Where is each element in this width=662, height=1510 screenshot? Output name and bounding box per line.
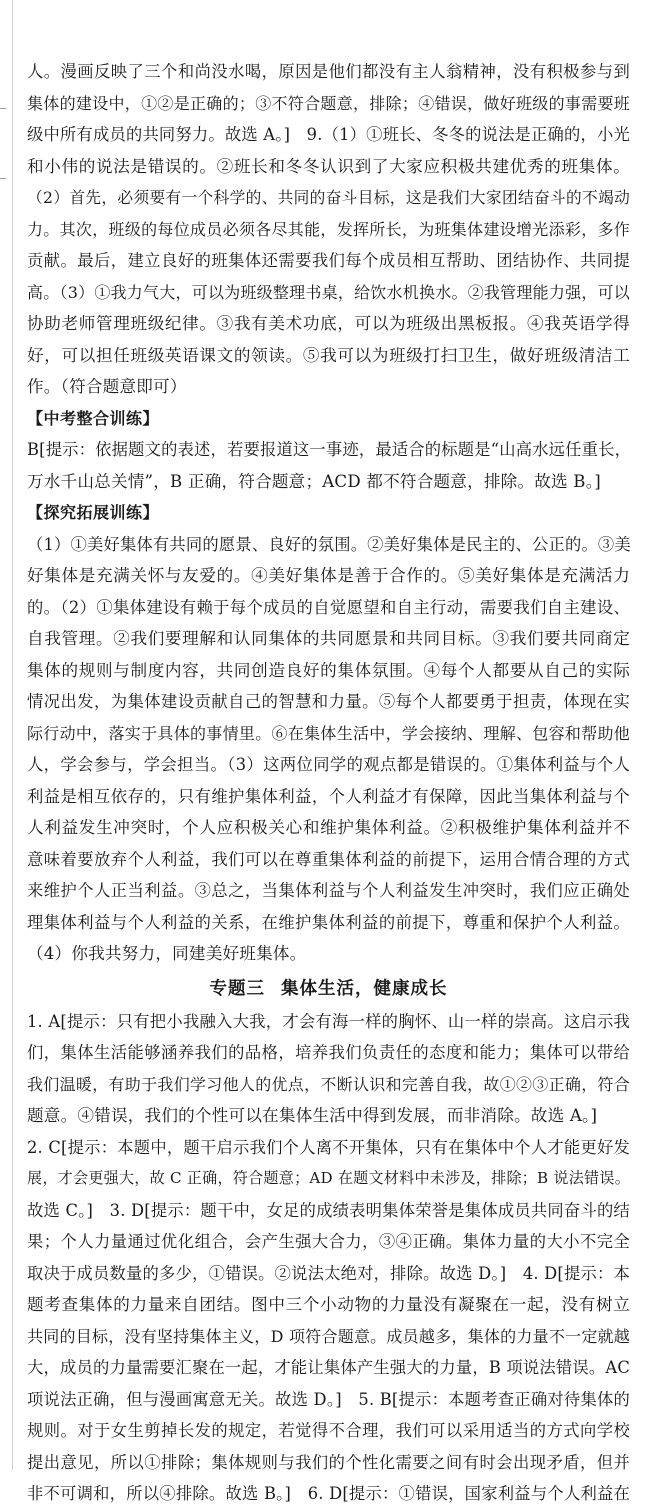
text-line: 来维护个人正当利益。③总之，当集体利益与个人利益发生冲突时，我们应正确处: [27, 881, 630, 900]
text-line: 故选 C。] 3. D[提示：题干中，女足的成绩表明集体荣誉是集体成员共同奋斗的结: [27, 1200, 630, 1220]
binding-margin-line: [12, 0, 13, 1470]
text-line: 利益是相互依存的，只有维护集体利益，个人利益才有保障，因此当集体利益与个: [27, 786, 630, 806]
text-line: 题考查集体的力量来自团结。图中三个小动物的力量没有凝聚在一起，没有树立: [27, 1295, 630, 1314]
zhongkao-section: [27, 403, 630, 498]
text-line: 和小伟的说法是错误的。②班长和冬冬认识到了大家应积极共建优秀的班集体。: [27, 156, 630, 176]
text-line: 贡献。最后，建立良好的班集体还需要我们每个成员相互帮助、团结协作、共同提: [27, 251, 630, 270]
topic-number: 专题三: [209, 978, 265, 999]
tanjiu-section: [27, 497, 630, 970]
topic-title: [27, 972, 630, 1006]
text-line: 们，集体生活能够涵养我们的品格，培养我们负责任的态度和能力；集体可以带给: [27, 1043, 630, 1062]
text-line: 万水千山总关情”，B 正确，符合题意；ACD 都不符合题意，排除。故选 B。]: [27, 471, 601, 491]
text-line: 好集体是充满关怀与友爱的。④美好集体是善于合作的。⑤美好集体是充满活力: [27, 566, 630, 585]
text-line: （2）首先，必须要有一个科学的、共同的奋斗目标，这是我们大家团结奋斗的不竭动: [27, 188, 630, 207]
text-line: 1. A[提示：只有把小我融入大我，才会有海一样的胸怀、山一样的崇高。这启示我: [27, 1011, 630, 1031]
text-line: 意味着要放弃个人利益，我们可以在尊重集体利益的前提下，运用合情合理的方式: [27, 849, 630, 869]
answer-block-continued: [27, 56, 630, 403]
margin-tick-mark: [0, 108, 6, 109]
text-line: 集体的规则与制度内容，共同创造良好的集体氛围。④每个人都要从自己的实际: [27, 660, 630, 680]
text-line: 作。（符合题意即可）: [27, 377, 187, 396]
text-line: 提出意见，所以①排除；集体规则与我们的个性化需要之间有时会出现矛盾，但并: [27, 1452, 630, 1472]
text-line: 取决于成员数量的多少，①错误。②说法太绝对，排除。故选 D。] 4. D[提示：本: [27, 1263, 630, 1283]
text-line: 协助老师管理班级纪律。③我有美术功底，可以为班级出黑板报。④我英语学得: [27, 314, 630, 333]
text-line: 情况出发，为集体建设贡献自己的智慧和力量。⑤每个人都要勇于担责，体现在实: [27, 692, 630, 711]
text-line: （1）①美好集体有共同的愿景、良好的氛围。②美好集体是民主的、公正的。③美: [27, 534, 631, 554]
text-line: （4）你我共努力，同建美好班集体。: [27, 944, 307, 963]
text-line: 集体的建设中，①②是正确的；③不符合题意，排除；④错误，做好班级的事需要班: [27, 93, 630, 113]
text-line: 非不可调和，所以④排除。故选 B。] 6. D[提示：①错误，国家利益与个人利益在: [27, 1484, 630, 1503]
answer-content: [27, 56, 630, 1510]
text-line: B[提示：依据题文的表述，若要报道这一事迹，最适合的标题是“山高水远任重长，: [27, 440, 632, 459]
text-line: 项说法正确，但与漫画寓意无关。故选 D。] 5. B[提示：本题考查正确对待集体的: [27, 1389, 630, 1409]
section-heading: 【中考整合训练】: [27, 408, 160, 428]
text-line: 人，学会参与，学会担当。（3）这两位同学的观点都是错误的。①集体利益与个人: [27, 755, 630, 774]
text-line: 2. C[提示：本题中，题干启示我们个人离不开集体，只有在集体中个人才能更好发: [27, 1137, 630, 1157]
section-heading: 【探究拓展训练】: [27, 503, 160, 522]
text-line: 理集体利益与个人利益的关系，在维护集体利益的前提下，尊重和保护个人利益。: [27, 912, 630, 932]
text-line: 际行动中，落实于具体的事情里。⑥在集体生活中，学会接纳、理解、包容和帮助他: [27, 723, 630, 743]
text-line: 大，成员的力量需要汇聚在一起，才能让集体产生强大的力量，B 项说法错误。AC: [27, 1358, 630, 1377]
text-line: 人利益发生冲突时，个人应积极关心和维护集体利益。②积极维护集体利益并不: [27, 818, 630, 837]
text-line: 高。（3）①我力气大，可以为班级整理书桌，给饮水机换水。②我管理能力强，可以: [27, 282, 630, 302]
margin-tick-mark: [0, 178, 6, 179]
topic-name: 集体生活，健康成长: [281, 978, 448, 999]
text-line: 我们温暖，有助于我们学习他人的优点，不断认识和完善自我，故①②③正确，符合: [27, 1074, 630, 1094]
text-line: 的。（2）①集体建设有赖于每个成员的自觉愿望和自主行动，需要我们自主建设、: [27, 597, 630, 617]
text-line: 好，可以担任班级英语课文的领读。⑤我可以为班级打扫卫生，做好班级清洁工: [27, 345, 630, 365]
text-line: 果；个人力量通过优化组合，会产生强大合力，③④正确。集体力量的大小不完全: [27, 1232, 630, 1251]
text-line: 自我管理。②我们要理解和认同集体的共同愿景和共同目标。③我们要共同商定: [27, 629, 630, 648]
text-line: 级中所有成员的共同努力。故选 A。] 9.（1）①班长、冬冬的说法是正确的，小光: [27, 125, 630, 144]
topic-section: [27, 972, 630, 1510]
text-line: 规则。对于女生剪掉长发的规定，若觉得不合理，我们可以采用适当的方式向学校: [27, 1421, 630, 1440]
text-line: 共同的目标，没有坚持集体主义，D 项符合题意。成员越多，集体的力量不一定就越: [27, 1326, 630, 1346]
text-line: 展，才会更强大，故 C 正确，符合题意；AD 在题文材料中未涉及，排除；B 说法错误。: [27, 1169, 630, 1187]
text-line: 题意。④错误，我们的个性可以在集体生活中得到发展，而非消除。故选 A。]: [27, 1106, 598, 1125]
text-line: 人。漫画反映了三个和尚没水喝，原因是他们都没有主人翁精神，没有积极参与到: [27, 62, 630, 81]
text-line: 力。其次，班级的每位成员必须各尽其能，发挥所长，为班集体建设增光添彩，多作: [27, 219, 630, 239]
